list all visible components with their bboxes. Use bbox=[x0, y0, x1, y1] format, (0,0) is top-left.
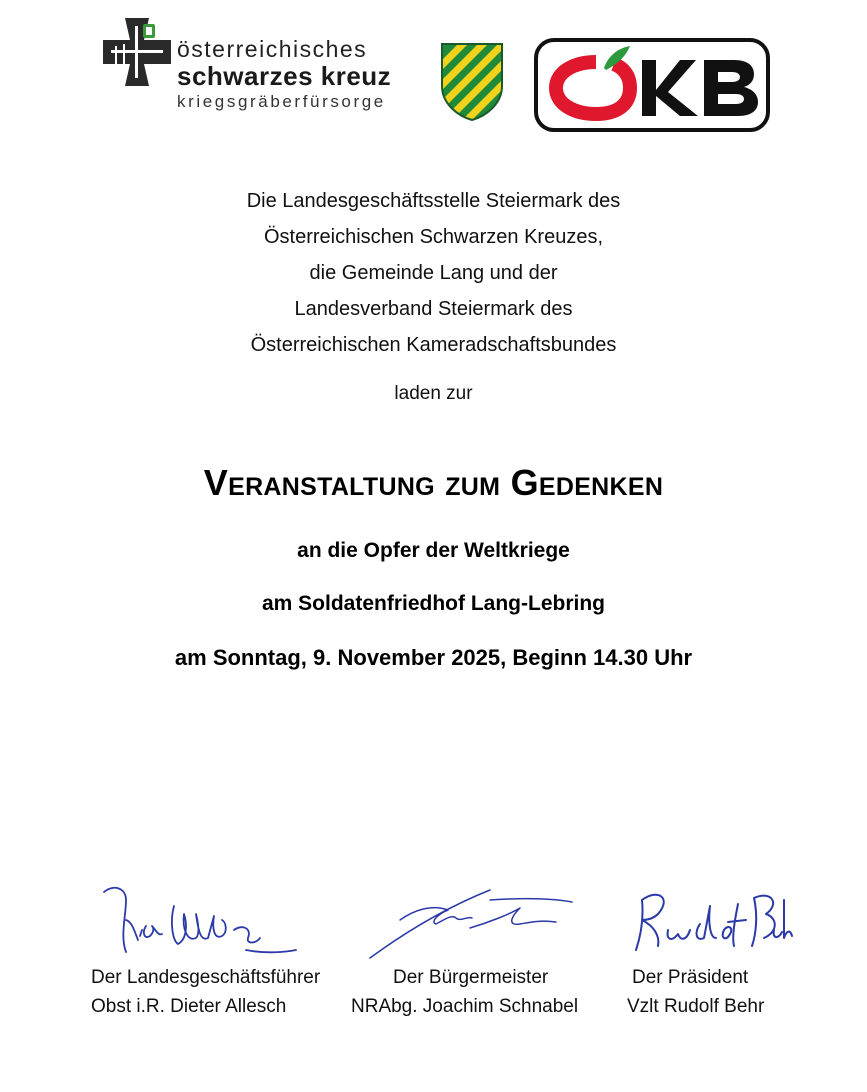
coat-of-arms-icon bbox=[440, 42, 504, 122]
signatory-1 bbox=[91, 963, 320, 1021]
intro-text bbox=[0, 183, 867, 363]
signatory-3 bbox=[627, 963, 764, 1021]
signatory-name: NRAbg. Joachim Schnabel bbox=[351, 996, 579, 1017]
signature-schnabel bbox=[360, 880, 580, 960]
signatory-2 bbox=[351, 963, 578, 1021]
signatory-name: Obst i.R. Dieter Allesch bbox=[91, 996, 287, 1017]
signature-behr bbox=[624, 880, 794, 960]
iron-cross-icon bbox=[103, 18, 171, 86]
intro-line: Landesverband Steiermark des bbox=[294, 298, 573, 320]
intro-line: Österreichischen Kameradschaftsbundes bbox=[250, 334, 617, 356]
intro-line: die Gemeinde Lang und der bbox=[309, 262, 558, 284]
osk-line-2: schwarzes kreuz bbox=[177, 61, 392, 91]
event-subtitle: an die Opfer der Weltkriege bbox=[297, 539, 570, 562]
signatory-name: Vzlt Rudolf Behr bbox=[627, 996, 765, 1017]
signatory-role: Der Bürgermeister bbox=[393, 967, 549, 988]
intro-line: Die Landesgeschäftsstelle Steiermark des bbox=[246, 190, 621, 212]
signatory-role: Der Landesgeschäftsführer bbox=[91, 967, 321, 988]
okb-logo bbox=[534, 38, 770, 132]
event-location: am Soldatenfriedhof Lang-Lebring bbox=[261, 592, 605, 615]
osk-logo bbox=[103, 18, 413, 118]
okb-logo-text: ÖKB bbox=[534, 38, 537, 39]
signatory-role: Der Präsident bbox=[632, 967, 749, 988]
invite-text: laden zur bbox=[394, 383, 473, 404]
osk-wordmark bbox=[177, 38, 391, 110]
event-datetime: am Sonntag, 9. November 2025, Beginn 14.30 Uhr bbox=[174, 645, 693, 670]
signature-allesch bbox=[96, 880, 306, 960]
osk-line-3: kriegsgräberfürsorge bbox=[177, 92, 386, 111]
event-title: Veranstaltung zum Gedenken bbox=[203, 462, 664, 503]
intro-line: Österreichischen Schwarzen Kreuzes, bbox=[263, 226, 604, 248]
header-logos bbox=[0, 14, 867, 124]
osk-line-1: österreichisches bbox=[177, 36, 368, 62]
